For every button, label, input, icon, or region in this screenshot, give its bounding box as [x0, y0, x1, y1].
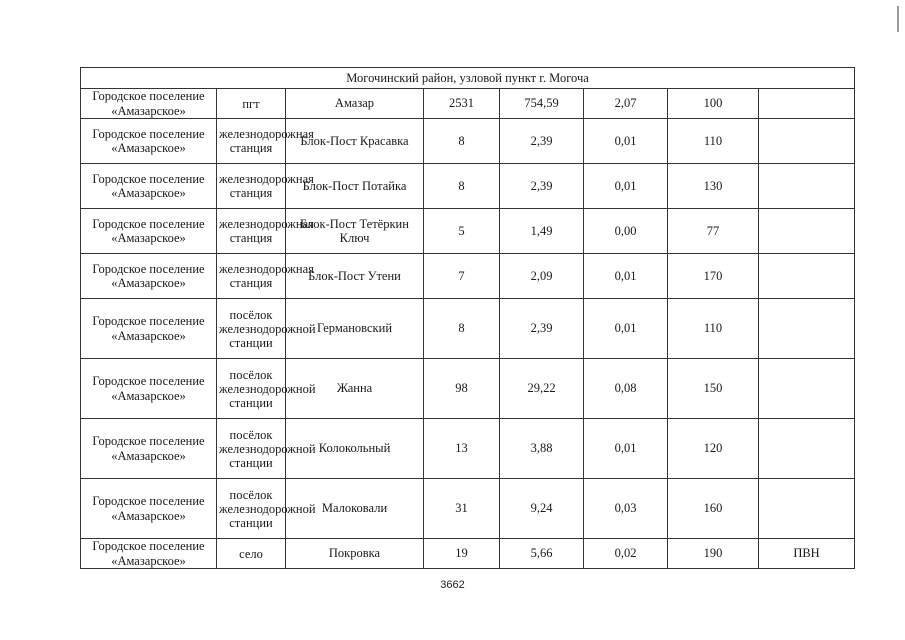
- value-cell: 0,01: [584, 299, 668, 359]
- settlement-cell: Городское поселение «Амазарское»: [81, 299, 217, 359]
- settlement-cell: Городское поселение «Амазарское»: [81, 119, 217, 164]
- table-row: [81, 164, 855, 209]
- table-row: [81, 299, 855, 359]
- name-cell: Покровка: [286, 539, 424, 569]
- value-cell: 2,07: [584, 89, 668, 119]
- value-cell: 120: [668, 419, 759, 479]
- value-cell: 150: [668, 359, 759, 419]
- value-cell: 13: [424, 419, 500, 479]
- settlement-cell: Городское поселение «Амазарское»: [81, 254, 217, 299]
- type-cell: посёлок железнодорожной станции: [217, 359, 286, 419]
- type-cell: посёлок железнодорожной станции: [217, 419, 286, 479]
- name-cell: Блок-Пост Красавка: [286, 119, 424, 164]
- table-row: [81, 89, 855, 119]
- value-cell: 31: [424, 479, 500, 539]
- type-cell: железнодорожная станция: [217, 254, 286, 299]
- value-cell: 0,08: [584, 359, 668, 419]
- value-cell: 2,39: [500, 299, 584, 359]
- settlement-cell: Городское поселение «Амазарское»: [81, 419, 217, 479]
- table-header-row: [81, 68, 855, 89]
- name-cell: Германовский: [286, 299, 424, 359]
- type-cell: пгт: [217, 89, 286, 119]
- value-cell: 170: [668, 254, 759, 299]
- name-cell: Жанна: [286, 359, 424, 419]
- value-cell: 0,03: [584, 479, 668, 539]
- value-cell: 0,01: [584, 419, 668, 479]
- note-cell: [759, 359, 855, 419]
- table-row: [81, 419, 855, 479]
- value-cell: 19: [424, 539, 500, 569]
- value-cell: 1,49: [500, 209, 584, 254]
- value-cell: 5: [424, 209, 500, 254]
- value-cell: 0,01: [584, 164, 668, 209]
- type-cell: посёлок железнодорожной станции: [217, 299, 286, 359]
- type-cell: железнодорожная станция: [217, 119, 286, 164]
- type-cell: железнодорожная станция: [217, 164, 286, 209]
- settlement-cell: Городское поселение «Амазарское»: [81, 359, 217, 419]
- name-cell: Блок-Пост Потайка: [286, 164, 424, 209]
- value-cell: 100: [668, 89, 759, 119]
- name-cell: Блок-Пост Утени: [286, 254, 424, 299]
- value-cell: 5,66: [500, 539, 584, 569]
- note-cell: [759, 299, 855, 359]
- value-cell: 3,88: [500, 419, 584, 479]
- value-cell: 110: [668, 119, 759, 164]
- value-cell: 2,09: [500, 254, 584, 299]
- name-cell: Колокольный: [286, 419, 424, 479]
- note-cell: [759, 119, 855, 164]
- name-cell: Малоковали: [286, 479, 424, 539]
- value-cell: 0,00: [584, 209, 668, 254]
- note-cell: [759, 209, 855, 254]
- note-cell: [759, 164, 855, 209]
- value-cell: 98: [424, 359, 500, 419]
- name-cell: Блок-Пост Тетёркин Ключ: [286, 209, 424, 254]
- value-cell: 2531: [424, 89, 500, 119]
- value-cell: 29,22: [500, 359, 584, 419]
- settlement-cell: Городское поселение «Амазарское»: [81, 479, 217, 539]
- table-row: [81, 119, 855, 164]
- value-cell: 754,59: [500, 89, 584, 119]
- type-cell: село: [217, 539, 286, 569]
- value-cell: 8: [424, 164, 500, 209]
- note-cell: ПВН: [759, 539, 855, 569]
- value-cell: 110: [668, 299, 759, 359]
- district-header: Могочинский район, узловой пункт г. Могоча: [81, 68, 855, 89]
- value-cell: 9,24: [500, 479, 584, 539]
- name-cell: Амазар: [286, 89, 424, 119]
- note-cell: [759, 254, 855, 299]
- page-number: 3662: [440, 579, 465, 591]
- settlement-cell: Городское поселение «Амазарское»: [81, 89, 217, 119]
- table-row: [81, 479, 855, 539]
- settlement-cell: Городское поселение «Амазарское»: [81, 539, 217, 569]
- value-cell: 77: [668, 209, 759, 254]
- settlements-table: [80, 67, 855, 569]
- value-cell: 8: [424, 119, 500, 164]
- value-cell: 2,39: [500, 119, 584, 164]
- table-row: [81, 254, 855, 299]
- settlement-cell: Городское поселение «Амазарское»: [81, 209, 217, 254]
- value-cell: 8: [424, 299, 500, 359]
- value-cell: 0,01: [584, 119, 668, 164]
- scan-edge-mark: [897, 6, 899, 32]
- value-cell: 0,02: [584, 539, 668, 569]
- note-cell: [759, 479, 855, 539]
- note-cell: [759, 89, 855, 119]
- value-cell: 0,01: [584, 254, 668, 299]
- value-cell: 190: [668, 539, 759, 569]
- value-cell: 7: [424, 254, 500, 299]
- type-cell: железнодорожная станция: [217, 209, 286, 254]
- table-row: [81, 209, 855, 254]
- table-row: [81, 539, 855, 569]
- settlement-cell: Городское поселение «Амазарское»: [81, 164, 217, 209]
- note-cell: [759, 419, 855, 479]
- value-cell: 2,39: [500, 164, 584, 209]
- value-cell: 160: [668, 479, 759, 539]
- value-cell: 130: [668, 164, 759, 209]
- type-cell: посёлок железнодорожной станции: [217, 479, 286, 539]
- table-row: [81, 359, 855, 419]
